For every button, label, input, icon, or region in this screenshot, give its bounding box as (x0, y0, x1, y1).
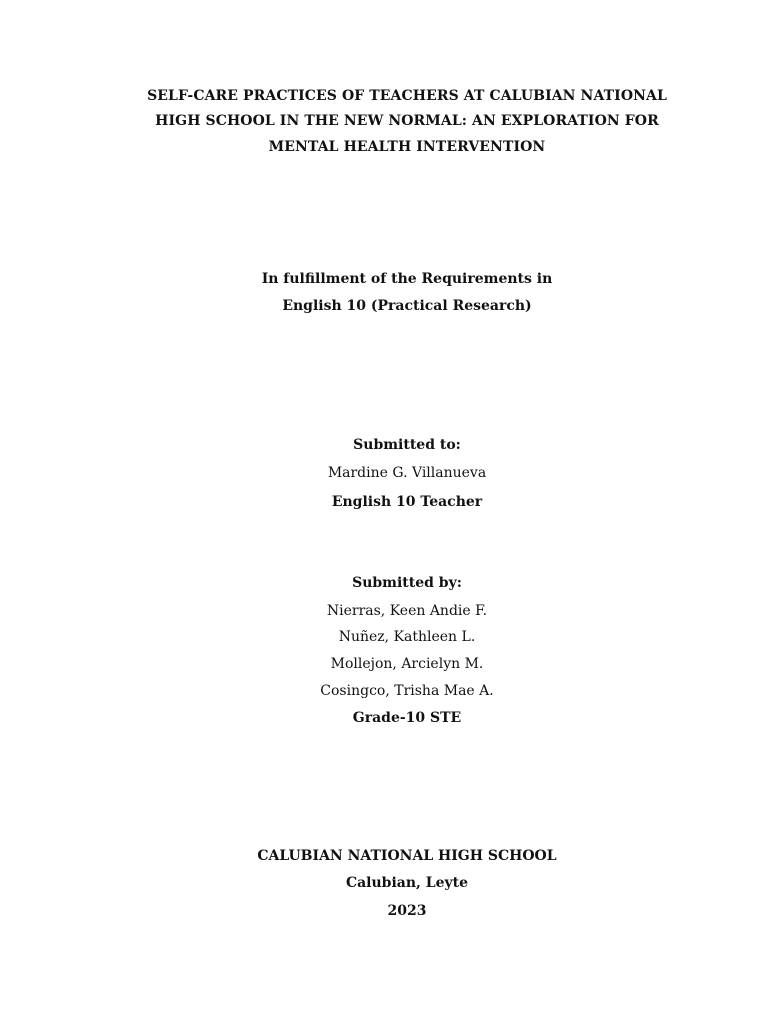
title-line-1: SELF-CARE PRACTICES OF TEACHERS AT CALUBIAN NATIONAL (147, 88, 667, 104)
school-name: CALUBIAN NATIONAL HIGH SCHOOL (257, 848, 557, 864)
fulfillment-line-1: In fulfillment of the Requirements in (261, 271, 553, 287)
year: 2023 (387, 903, 427, 919)
adviser-role: English 10 Teacher (331, 494, 483, 510)
grade-section: Grade-10 STE (352, 710, 462, 726)
school-location: Calubian, Leyte (345, 875, 469, 891)
submitted-to-heading: Submitted to: (353, 437, 461, 453)
title-line-2: HIGH SCHOOL IN THE NEW NORMAL: AN EXPLORATION FOR (155, 113, 659, 129)
submitted-by-heading: Submitted by: (352, 575, 462, 591)
author-name: Nierras, Keen Andie F. (326, 603, 488, 619)
fulfillment-line-2: English 10 (Practical Research) (282, 298, 532, 314)
author-name: Cosingco, Trisha Mae A. (320, 683, 494, 699)
title-line-3: MENTAL HEALTH INTERVENTION (268, 139, 546, 155)
author-name: Nuñez, Kathleen L. (338, 629, 476, 645)
adviser-name: Mardine G. Villanueva (327, 465, 487, 481)
author-name: Mollejon, Arcielyn M. (330, 656, 484, 672)
